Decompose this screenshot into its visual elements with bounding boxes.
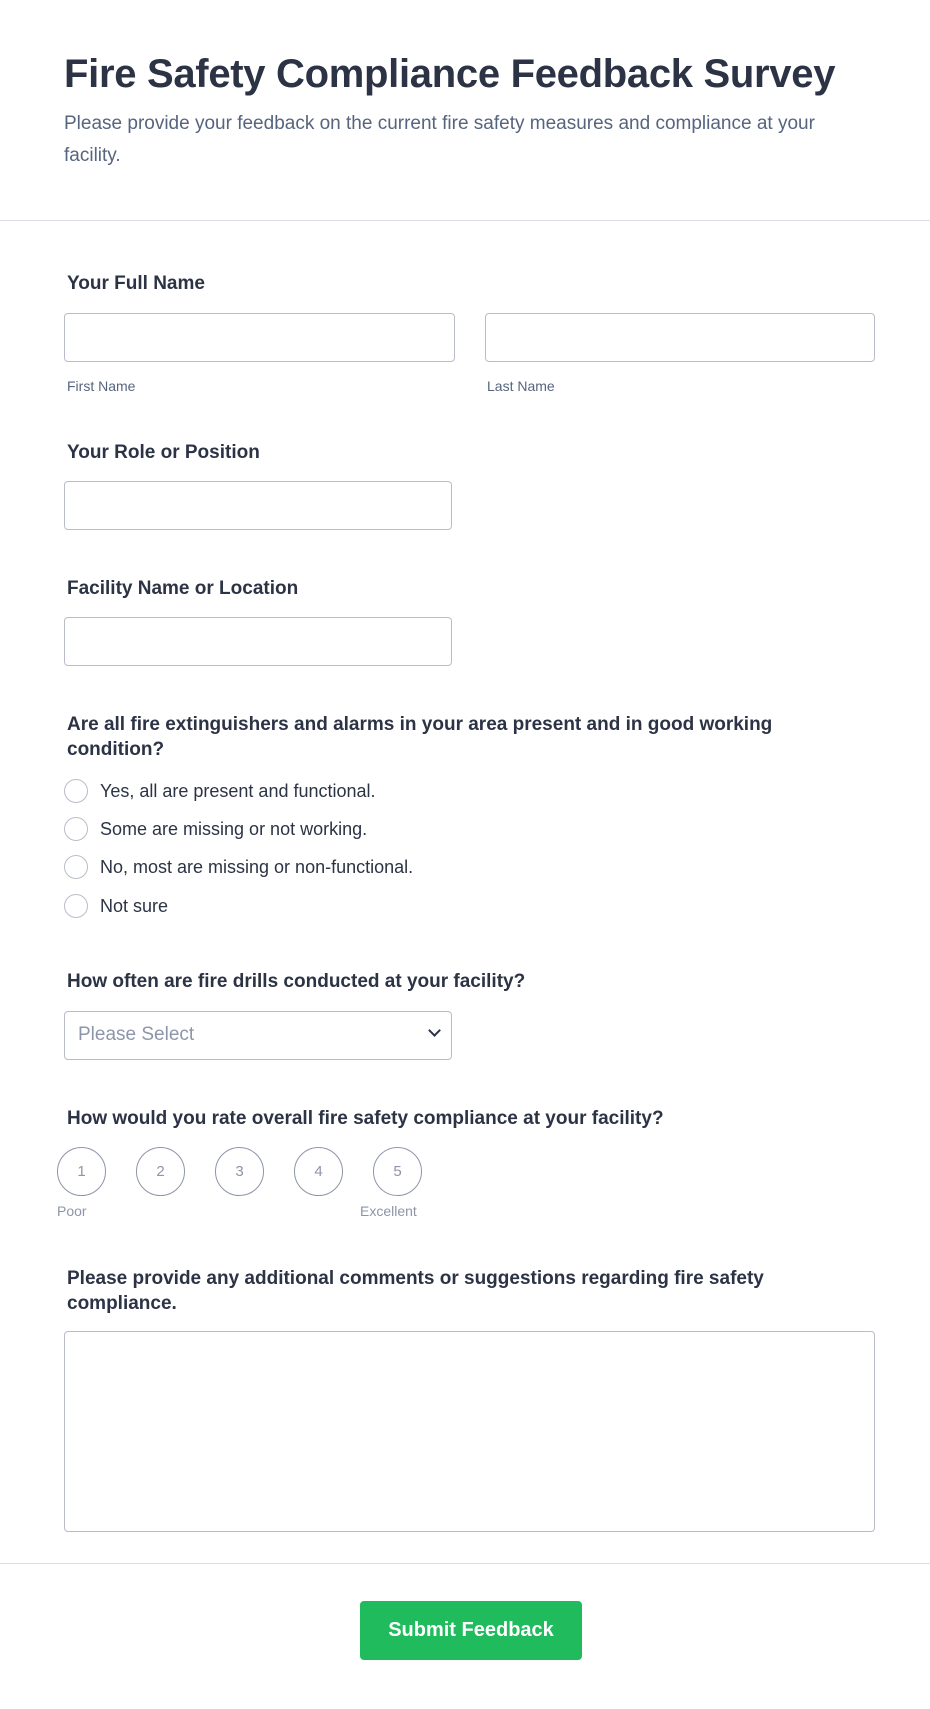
rating-5[interactable]: 5: [373, 1147, 422, 1196]
option-label: Some are missing or not working.: [100, 818, 368, 839]
select-placeholder: Please Select: [78, 1024, 195, 1045]
role-label: Your Role or Position: [67, 442, 260, 463]
equipment-option-some[interactable]: [64, 817, 367, 841]
divider: [0, 220, 930, 221]
first-name-input[interactable]: [64, 313, 455, 362]
rating-2[interactable]: 2: [136, 1147, 185, 1196]
chevron-down-icon: [428, 1024, 441, 1037]
rating-4[interactable]: 4: [294, 1147, 343, 1196]
role-input[interactable]: [64, 481, 452, 530]
rating-1[interactable]: 1: [57, 1147, 106, 1196]
last-name-input[interactable]: [485, 313, 875, 362]
submit-button[interactable]: Submit Feedback: [360, 1601, 582, 1660]
rating-high-label: Excellent: [360, 1203, 417, 1219]
comments-label: Please provide any additional comments or suggestions regarding fire safety compliance.: [67, 1268, 764, 1314]
drills-select[interactable]: [64, 1011, 452, 1060]
radio-button[interactable]: [64, 894, 88, 918]
comments-textarea[interactable]: [64, 1331, 875, 1532]
divider: [0, 1563, 930, 1564]
radio-button[interactable]: [64, 779, 88, 803]
equipment-option-yes[interactable]: [64, 779, 376, 803]
option-label: No, most are missing or non-functional.: [100, 856, 414, 877]
equipment-option-not-sure[interactable]: [64, 894, 168, 918]
rating-3[interactable]: 3: [215, 1147, 264, 1196]
facility-label: Facility Name or Location: [67, 578, 299, 599]
facility-input[interactable]: [64, 617, 452, 666]
first-name-sublabel: First Name: [67, 378, 136, 394]
last-name-sublabel: Last Name: [487, 378, 555, 394]
page-description: Please provide your feedback on the current fire safety measures and compliance at your facility.: [64, 113, 815, 166]
rating-label: How would you rate overall fire safety compliance at your facility?: [67, 1108, 664, 1129]
rating-low-label: Poor: [57, 1203, 87, 1219]
option-label: Not sure: [100, 895, 169, 916]
option-label: Yes, all are present and functional.: [100, 780, 376, 801]
equipment-question: Are all fire extinguishers and alarms in your area present and in good working condition?: [67, 714, 773, 760]
radio-button[interactable]: [64, 855, 88, 879]
drills-label: How often are fire drills conducted at your facility?: [67, 971, 526, 992]
page-title: Fire Safety Compliance Feedback Survey: [64, 52, 836, 96]
equipment-option-no[interactable]: [64, 855, 413, 879]
full-name-label: Your Full Name: [67, 273, 205, 294]
radio-button[interactable]: [64, 817, 88, 841]
